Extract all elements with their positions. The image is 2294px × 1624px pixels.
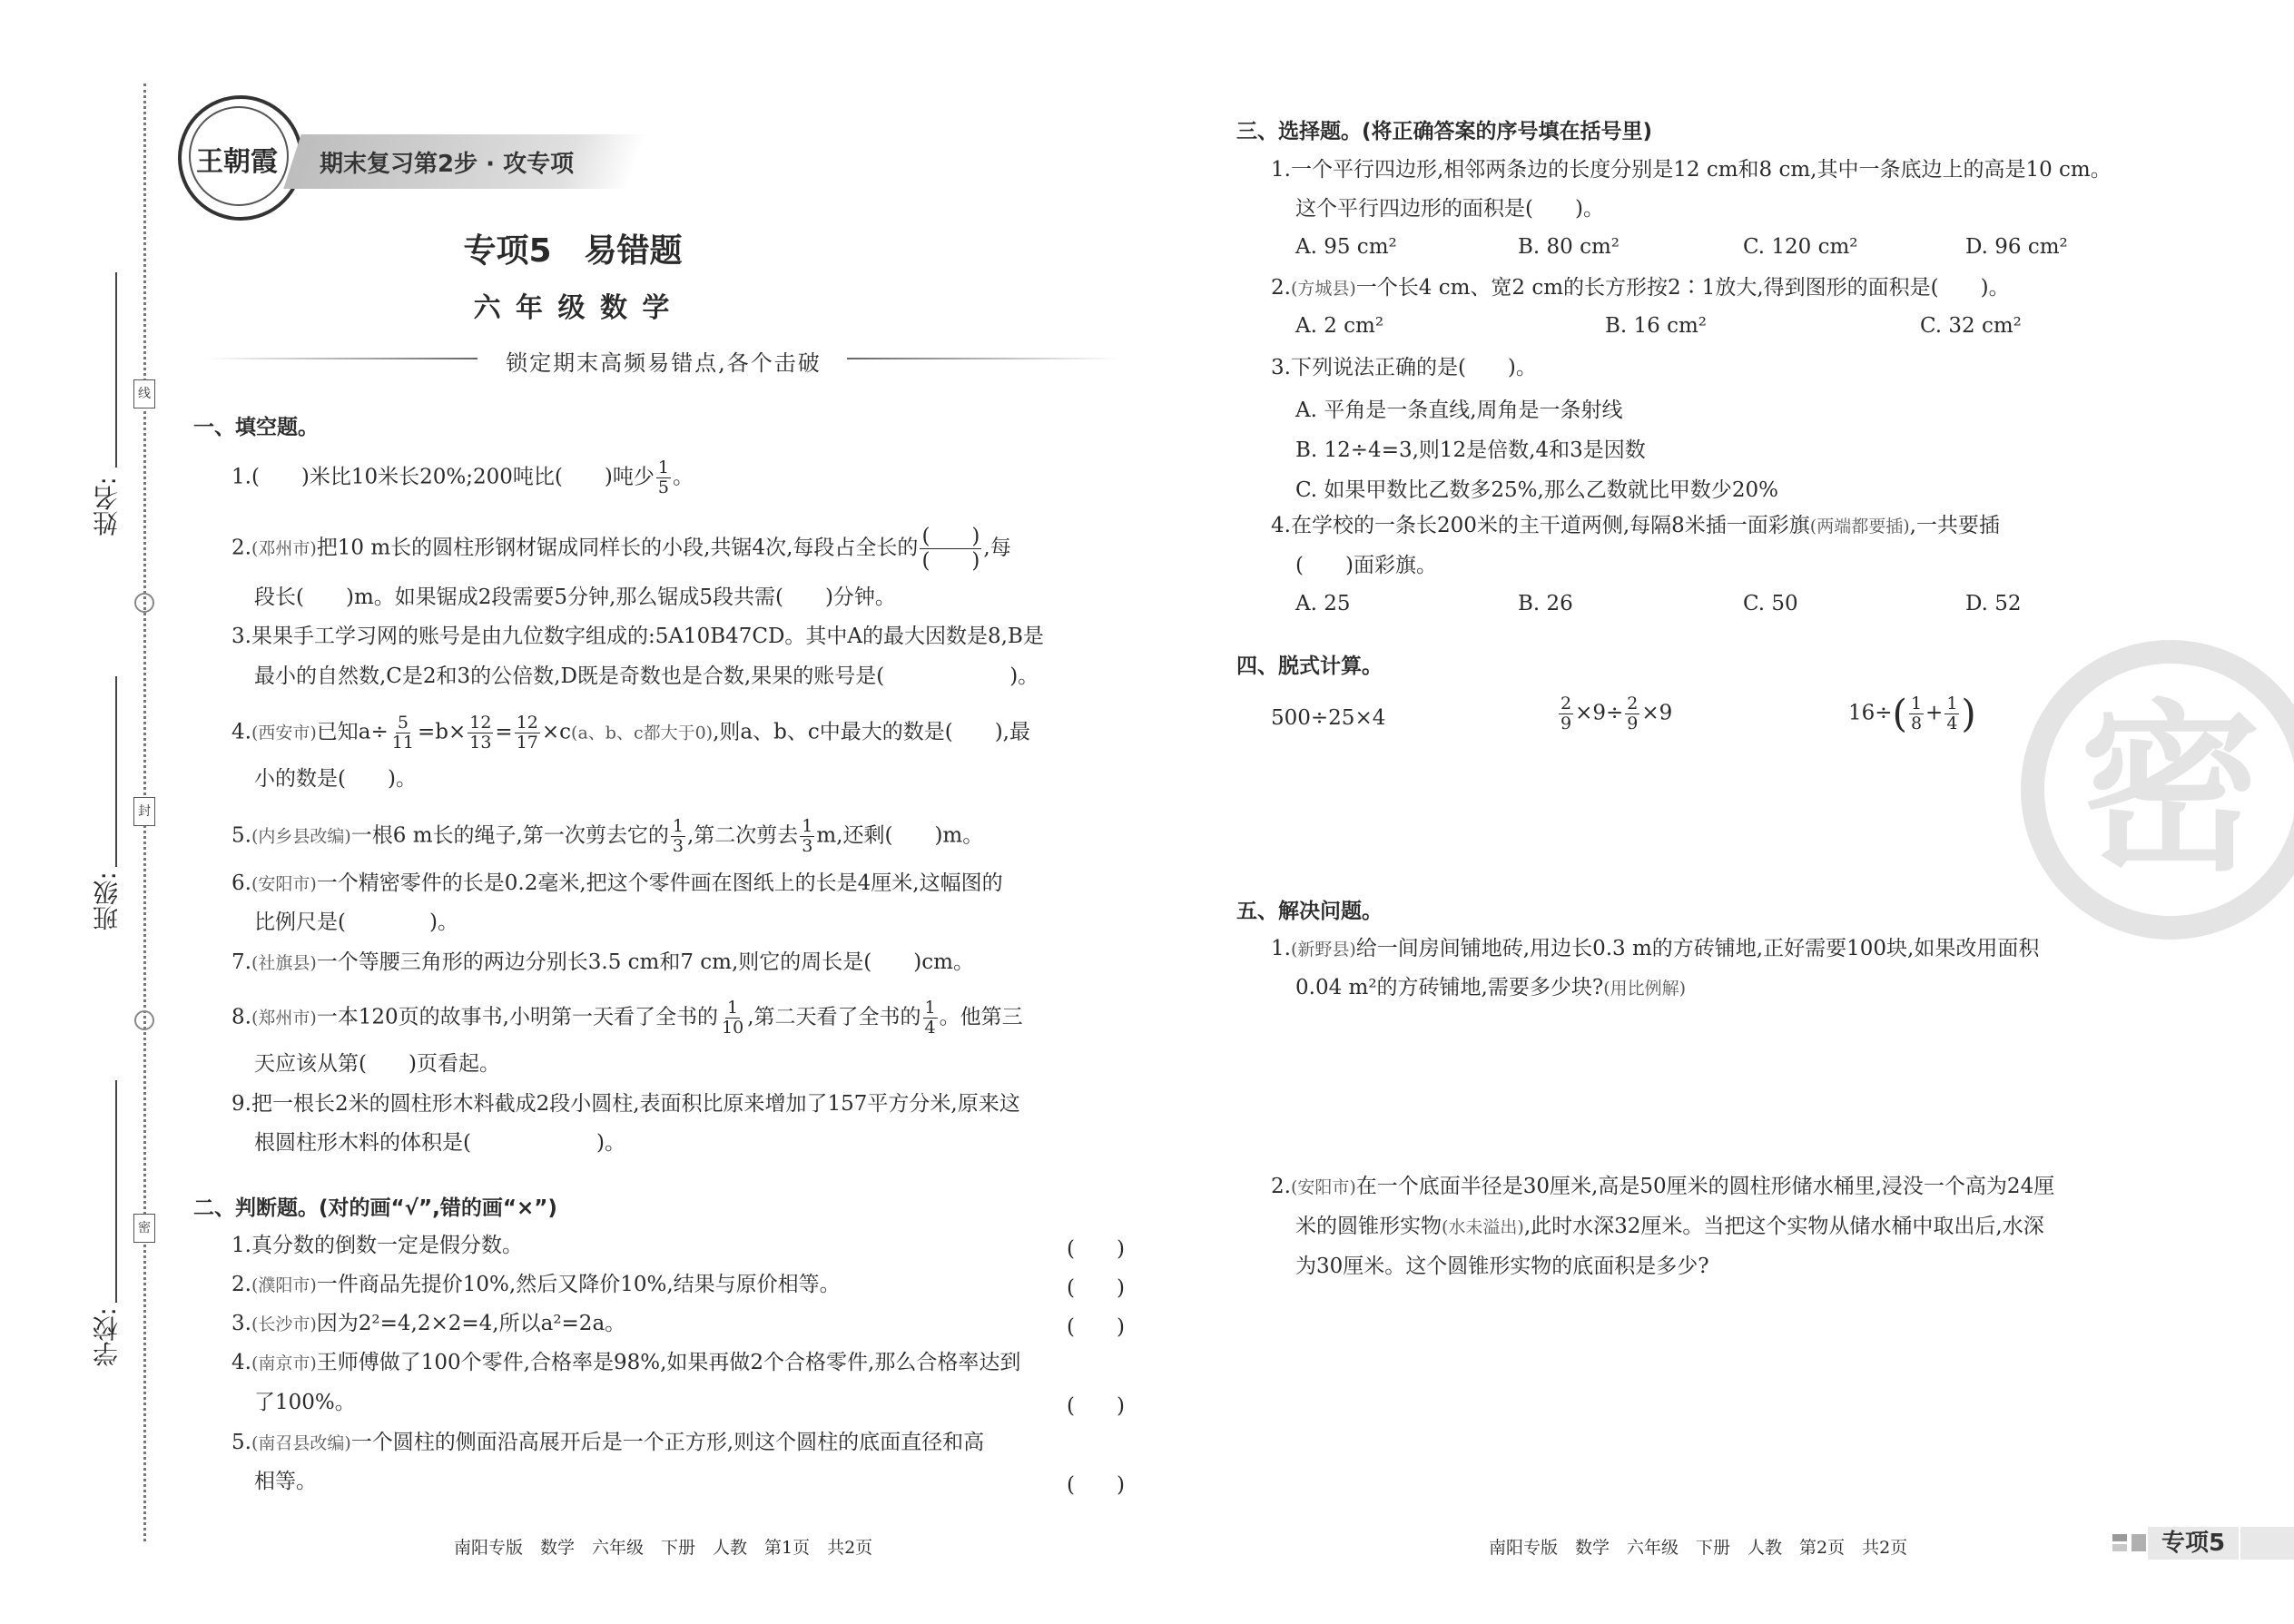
section-problem-title: 五、解决问题。: [1236, 900, 1383, 923]
tagline-rule-right: [847, 358, 1119, 359]
page-title: 专项5 易错题: [463, 232, 683, 270]
school-field[interactable]: [115, 1080, 117, 1303]
footer-left: 南阳专版 数学 六年级 下册 人教 第1页 共2页: [454, 1538, 873, 1558]
problem-q1-line2: 0.04 m²的方砖铺地,需要多少块?(用比例解): [1295, 976, 1687, 999]
section-judge-title: 二、判断题。(对的画“√”,错的画“×”): [193, 1196, 557, 1220]
judge-q2: 2.(濮阳市)一件商品先提价10%,然后又降价10%,结果与原价相等。: [231, 1273, 841, 1296]
judge-answer-1[interactable]: ( ): [1067, 1237, 1125, 1261]
fill-q3: 3.果果手工学习网的账号是由九位数字组成的:5A10B47CD。其中A的最大因数是8,B是: [231, 625, 1044, 648]
choice-q2-option-b[interactable]: B. 16 cm²: [1605, 314, 1708, 338]
choice-q2: 2.(方城县)一个长4 cm、宽2 cm的长方形按2∶1放大,得到图形的面积是( )。: [1271, 276, 2010, 300]
choice-q3-option-c[interactable]: C. 如果甲数比乙数多25%,那么乙数就比甲数少20%: [1295, 478, 1778, 502]
choice-q3-option-a[interactable]: A. 平角是一条直线,周角是一条射线: [1295, 399, 1623, 422]
problem-q2-line3: 为30厘米。这个圆锥形实物的底面积是多少?: [1295, 1255, 1709, 1278]
fill-q2: 2.(邓州市)把10 m长的圆柱形钢材锯成同样长的小段,共锯4次,每段占全长的 $\frac{( )}{( )}$ ,每: [231, 525, 1011, 573]
judge-q3: 3.(长沙市)因为2²=4,2×2=4,所以a²=2a。: [231, 1312, 626, 1335]
page-subtitle: 六 年 级 数 学: [473, 292, 673, 324]
watermark-text: 密: [2079, 684, 2261, 896]
fill-q3-line2: 最小的自然数,C是2和3的公倍数,D既是奇数也是合数,果果的账号是( )。: [254, 664, 1039, 688]
section-choice-title: 三、选择题。(将正确答案的序号填在括号里): [1236, 120, 1653, 143]
choice-q3: 3.下列说法正确的是( )。: [1271, 356, 1537, 379]
punch-hole-icon: [134, 593, 154, 613]
fill-q8-line2: 天应该从第( )页看起。: [254, 1052, 500, 1076]
footer-deco-icon: [2112, 1544, 2127, 1551]
footer-deco-icon: [2132, 1534, 2146, 1551]
class-label: 班级:: [92, 871, 122, 931]
brand-logo-icon: [178, 95, 303, 221]
choice-q4: 4.在学校的一条长200米的主干道两侧,每隔8米插一面彩旗(两端都要插),一共要插: [1271, 514, 2000, 537]
choice-q2-option-a[interactable]: A. 2 cm²: [1295, 314, 1384, 338]
choice-q4-option-c[interactable]: C. 50: [1743, 592, 1798, 615]
tagline-rule-left: [205, 358, 478, 359]
punch-hole-icon: [134, 1010, 154, 1030]
choice-q1-option-d[interactable]: D. 96 cm²: [1965, 235, 2068, 259]
watermark-seal-icon: [2021, 640, 2294, 940]
calc-expr-1: 500÷25×4: [1271, 706, 1386, 730]
fill-q9-line2: 根圆柱形木料的体积是( )。: [254, 1131, 625, 1155]
choice-q4-option-a[interactable]: A. 25: [1295, 592, 1351, 615]
judge-answer-4[interactable]: ( ): [1067, 1394, 1125, 1418]
footer-tag-band: [2240, 1527, 2294, 1560]
choice-q4-line2: ( )面彩旗。: [1295, 554, 1437, 577]
fill-q6: 6.(安阳市)一个精密零件的长是0.2毫米,把这个零件画在图纸上的长是4厘米,这幅图的: [231, 871, 1003, 895]
section-fill-blank-title: 一、填空题。: [193, 416, 319, 439]
fill-q5: 5.(内乡县改编)一根6 m长的绳子,第一次剪去它的 $\frac{1}{3}$ ,第二次剪去 $\frac{1}{3}$ m,还剩( )m。: [231, 816, 984, 856]
school-label: 学校:: [92, 1307, 122, 1367]
name-label: 姓名:: [92, 477, 122, 536]
fill-q2-line2: 段长( )m。如果锯成2段需要5分钟,那么锯成5段共需( )分钟。: [254, 586, 896, 609]
choice-q4-option-d[interactable]: D. 52: [1965, 592, 2022, 615]
section-calc-title: 四、脱式计算。: [1236, 655, 1383, 678]
fill-q6-line2: 比例尺是( )。: [254, 910, 458, 934]
problem-q2-line2: 米的圆锥形实物(水未溢出),此时水深32厘米。当把这个实物从储水桶中取出后,水深: [1295, 1215, 2044, 1238]
fill-q9: 9.把一根长2米的圆柱形木料截成2段小圆柱,表面积比原来增加了157平方分米,原来这: [231, 1092, 1020, 1116]
problem-q2: 2.(安阳市)在一个底面半径是30厘米,高是50厘米的圆柱形储水桶里,浸没一个高为24厘: [1271, 1175, 2055, 1198]
choice-q1-option-c[interactable]: C. 120 cm²: [1743, 235, 1858, 259]
fill-q1: 1.( )米比10米长20%;200吨比( )吨少 $\frac{1}{5}$ 。: [231, 458, 694, 497]
judge-q1: 1.真分数的倒数一定是假分数。: [231, 1234, 523, 1257]
binding-mark-line: 线: [133, 379, 155, 408]
fill-q7: 7.(社旗县)一个等腰三角形的两边分别长3.5 cm和7 cm,则它的周长是( )cm。: [231, 950, 974, 974]
calc-expr-2: $\frac{2}{9}$ ×9÷ $\frac{2}{9}$ ×9: [1561, 694, 1673, 733]
footer-right: 南阳专版 数学 六年级 下册 人教 第2页 共2页: [1489, 1538, 1908, 1558]
footer-deco-icon: [2112, 1534, 2127, 1541]
choice-q3-option-b[interactable]: B. 12÷4=3,则12是倍数,4和3是因数: [1295, 438, 1646, 462]
judge-answer-2[interactable]: ( ): [1067, 1276, 1125, 1300]
judge-q4: 4.(南京市)王师傅做了100个零件,合格率是98%,如果再做2个合格零件,那么合格率达到: [231, 1351, 1021, 1374]
judge-q4-line2: 了100%。: [254, 1391, 356, 1414]
banner-text: 期末复习第2步 · 攻专项: [320, 151, 575, 178]
choice-q1-option-b[interactable]: B. 80 cm²: [1518, 235, 1620, 259]
choice-q1-line2: 这个平行四边形的面积是( )。: [1295, 197, 1604, 221]
tagline: 锁定期末高频易错点,各个击破: [506, 350, 822, 376]
class-field[interactable]: [115, 676, 117, 867]
fill-q8: 8.(郑州市)一本120页的故事书,小明第一天看了全书的 $\frac{1}{10}$ ,第二天看了全书的 $\frac{1}{4}$ 。他第三: [231, 998, 1023, 1038]
binding-mark-seal: 封: [133, 797, 155, 826]
brand-logo-text: 王朝霞: [196, 146, 278, 178]
choice-q1-option-a[interactable]: A. 95 cm²: [1295, 235, 1397, 259]
fill-q4: 4.(西安市)已知a÷ $\frac{5}{11}$ =b× $\frac{12}{13}$ = $\frac{12}{17}$ ×c(a、b、c都大于0),则a、b、c中最大的数是( ),最: [231, 713, 1030, 753]
footer-section-tag: 专项5: [2148, 1527, 2239, 1560]
judge-q5-line2: 相等。: [254, 1470, 317, 1493]
binding-mark-secret: 密: [133, 1214, 155, 1243]
judge-answer-5[interactable]: ( ): [1067, 1473, 1125, 1497]
calc-expr-3: 16÷( $\frac{1}{8}$ + $\frac{1}{4}$ ): [1848, 691, 1976, 736]
choice-q4-option-b[interactable]: B. 26: [1518, 592, 1573, 615]
choice-q2-option-c[interactable]: C. 32 cm²: [1920, 314, 2022, 338]
judge-answer-3[interactable]: ( ): [1067, 1315, 1125, 1339]
choice-q1: 1.一个平行四边形,相邻两条边的长度分别是12 cm和8 cm,其中一条底边上的高是10 cm。: [1271, 158, 2112, 182]
fill-q4-line2: 小的数是( )。: [254, 767, 417, 791]
problem-q1: 1.(新野县)给一间房间铺地砖,用边长0.3 m的方砖铺地,正好需要100块,如果改用面积: [1271, 937, 2040, 960]
judge-q5: 5.(南召县改编)一个圆柱的侧面沿高展开后是一个正方形,则这个圆柱的底面直径和高: [231, 1431, 985, 1454]
